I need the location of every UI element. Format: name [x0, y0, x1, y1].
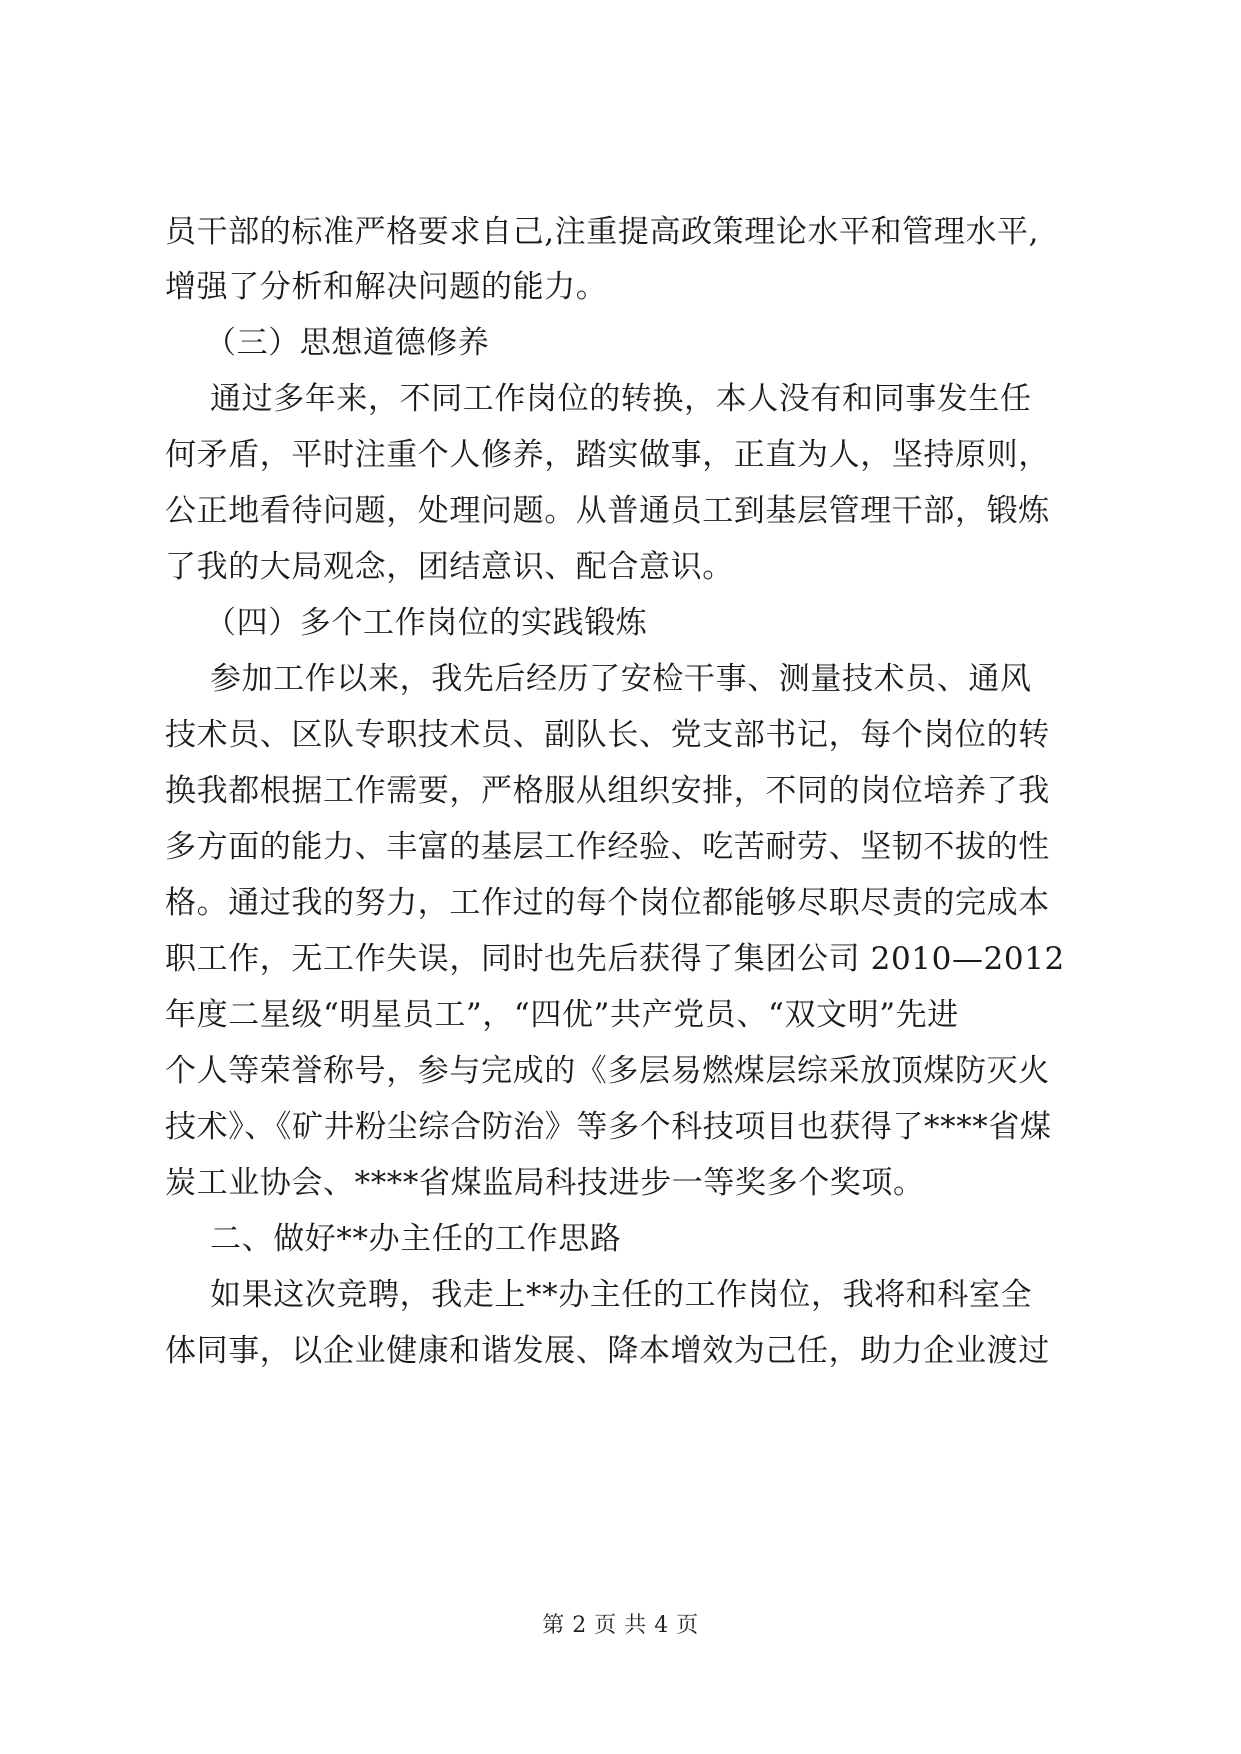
text-line: 换我都根据工作需要，严格服从组织安排，不同的岗位培养了我	[165, 773, 1050, 809]
text-line: 职工作，无工作失误，同时也先后获得了集团公司 2010—2012	[165, 941, 1065, 977]
text-line: 年度二星级“明星员工”，“四优”共产党员、“双文明”先进	[165, 997, 959, 1033]
text-line: 技术员、区队专职技术员、副队长、党支部书记，每个岗位的转	[165, 717, 1050, 753]
text-line: 多方面的能力、丰富的基层工作经验、吃苦耐劳、坚韧不拔的性	[165, 829, 1050, 865]
text-line: 增强了分析和解决问题的能力。	[165, 269, 608, 305]
text-line: 公正地看待问题，处理问题。从普通员工到基层管理干部，锻炼	[165, 493, 1050, 529]
paragraph-first-line: 参加工作以来，我先后经历了安检干事、测量技术员、通风	[210, 661, 1032, 697]
section-heading: （四）多个工作岗位的实践锻炼	[205, 605, 648, 641]
text-line: 炭工业协会、****省煤监局科技进步一等奖多个奖项。	[165, 1165, 925, 1201]
section-heading: 二、做好**办主任的工作思路	[210, 1221, 622, 1257]
section-heading: （三）思想道德修养	[205, 325, 490, 361]
text-line: 员干部的标准严格要求自己,注重提高政策理论水平和管理水平,	[165, 214, 1040, 250]
text-line: 了我的大局观念，团结意识、配合意识。	[165, 549, 734, 585]
text-line: 技术》、《矿井粉尘综合防治》等多个科技项目也获得了****省煤	[165, 1109, 1052, 1145]
text-line: 格。通过我的努力，工作过的每个岗位都能够尽职尽责的完成本	[165, 885, 1050, 921]
paragraph-first-line: 如果这次竞聘，我走上**办主任的工作岗位，我将和科室全	[210, 1277, 1033, 1313]
paragraph-first-line: 通过多年来，不同工作岗位的转换，本人没有和同事发生任	[210, 381, 1032, 417]
text-line: 个人等荣誉称号，参与完成的《多层易燃煤层综采放顶煤防灭火	[165, 1053, 1050, 1089]
text-line: 体同事，以企业健康和谐发展、降本增效为己任，助力企业渡过	[165, 1333, 1050, 1369]
page-footer: 第 2 页 共 4 页	[542, 1613, 699, 1638]
text-line: 何矛盾，平时注重个人修养，踏实做事，正直为人，坚持原则，	[165, 437, 1050, 473]
